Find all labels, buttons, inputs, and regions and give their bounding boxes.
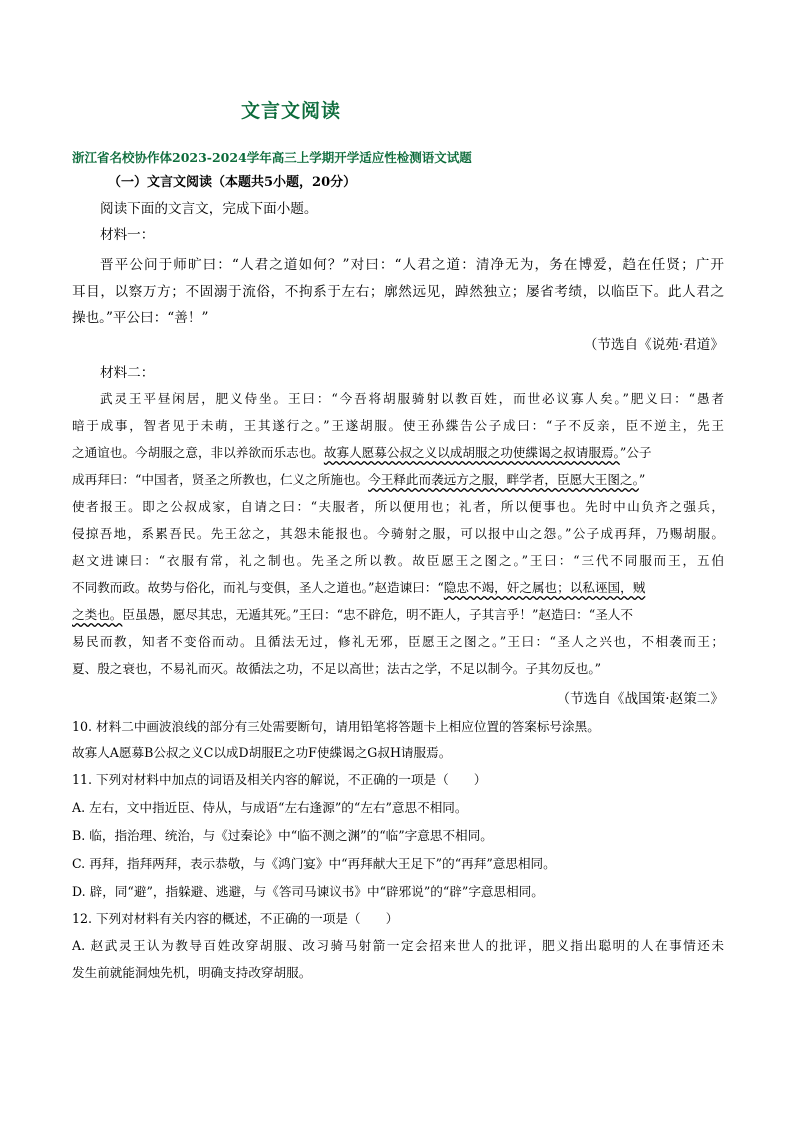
wavy-underlined-text: 故寡人愿募公叔之义以成胡服之功使緤谒之叔请服焉。 — [323, 445, 620, 460]
question-12-option-a-continued: 发生前就能洞烛先机，明确支持改穿胡服。 — [72, 965, 312, 980]
material2-line: 夏、殷之衰也，不易礼而灭。故循法之功，不足以高世；法古之学，不足以制今。子其勿反也。” — [72, 661, 602, 676]
material2-line: 赵文进谏曰：“衣服有常，礼之制也。先圣之所以教。故臣愿王之图之。”王曰：“三代不同服而王，五伯 — [72, 553, 724, 568]
material1-line: 操也。”平公曰：“善！” — [72, 310, 209, 326]
question-10-stem: 10. 材料二中画波浪线的部分有三处需要断句，请用铅笔将答题卡上相应位置的答案标号涂黑。 — [72, 719, 600, 734]
material2-line: 使者报王。即之公叔成家，自请之曰：“夫服者，所以便用也；礼者，所以便事也。先时中山负齐之强兵， — [72, 499, 724, 514]
wavy-underlined-text: 之类也。 — [72, 607, 123, 622]
material2-label: 材料二： — [100, 365, 155, 381]
question-11-option-c: C. 再拜，指拜两拜，表示恭敬，与《鸿门宴》中“再拜献大王足下”的“再拜”意思相同。 — [72, 856, 556, 871]
material2-line — [72, 440, 724, 466]
material2-line — [72, 602, 724, 628]
wavy-underlined-text: 今王释此而袭远方之服，畔学者，臣愿大王图之。 — [368, 472, 639, 487]
material2-line — [72, 467, 724, 493]
question-12-stem: 12. 下列对材料有关内容的概述，不正确的一项是（ ） — [72, 911, 399, 926]
material1-label: 材料一： — [100, 227, 155, 243]
question-11-stem: 11. 下列对材料中加点的词语及相关内容的解说，不正确的一项是（ ） — [72, 772, 487, 787]
page-title: 文言文阅读 — [241, 100, 342, 122]
material2-text: ” — [638, 472, 646, 487]
material2-text: 臣虽愚，愿尽其忠，无遁其死。”王曰：“忠不辟危，明不距人，子其言乎！”赵造曰：“圣人不 — [122, 607, 633, 622]
question-11-option-a: A. 左右，文中指近臣、侍从，与成语“左右逢源”的“左右”意思不相同。 — [72, 800, 468, 815]
material2-line: 易民而教，知者不变俗而动。且循法无过，修礼无邪，臣愿王之图之。”王曰：“圣人之兴也，不相袭而王； — [72, 634, 724, 649]
material1-line: 耳目，以察万方；不固溺于流俗，不拘系于左右；廓然远见，踔然独立；屡省考绩，以临臣下。此人君之 — [72, 284, 724, 300]
material2-text: 不同教而政。故势与俗化，而礼与变俱，圣人之道也。”赵造谏曰：“ — [72, 580, 444, 595]
material2-line: 暗于成事，智者见于未萌，王其遂行之。”王遂胡服。使王孙緤告公子成曰：“子不反亲，臣不逆主，先王 — [72, 418, 724, 433]
section-heading: （一）文言文阅读（本题共5小题，20分） — [108, 175, 357, 190]
material2-line: 武灵王平昼闲居，肥义侍坐。王曰：“今吾将胡服骑射以教百姓，而世必议寡人矣。”肥义曰：“愚者 — [100, 391, 724, 406]
question-10-sentence: 故寡人A愿募B公叔之义C以成D胡服E之功F使緤谒之G叔H请服焉。 — [72, 745, 452, 760]
instruction: 阅读下面的文言文，完成下面小题。 — [100, 201, 318, 217]
question-11-option-b: B. 临，指治理、统治，与《过秦论》中“临不测之渊”的“临”字意思不相同。 — [72, 828, 493, 843]
material2-text: ”公子 — [619, 445, 652, 460]
question-12-option-a: A. 赵武灵王认为教导百姓改穿胡服、改习骑马射箭一定会招来世人的批评，肥义指出聪明的人在事情还未 — [72, 938, 724, 953]
material2-text: 之通谊也。今胡服之意，非以养欲而乐志也。 — [72, 445, 324, 460]
material1-line: 晋平公问于师旷曰：“人君之道如何？”对曰：“人君之道：清净无为，务在博爱，趋在任贤；广开 — [100, 257, 724, 273]
material2-text: 成再拜曰：“中国者，贤圣之所教也，仁义之所施也。 — [72, 472, 369, 487]
material1-citation: （节选自《说苑·君道》 — [583, 337, 724, 353]
wavy-underlined-text: 隐忠不竭，奸之属也；以私诬国，贼 — [443, 580, 646, 595]
material2-line — [72, 575, 724, 601]
material2-citation: （节选自《战国策·赵策二》 — [556, 691, 724, 707]
source-heading: 浙江省名校协作体2023-2024学年高三上学期开学适应性检测语文试题 — [72, 150, 472, 165]
material2-line: 侵掠吾地，系累吾民。先王忿之，其怨未能报也。今骑射之服，可以报中山之怨。”公子成再拜，乃赐胡服。 — [72, 526, 724, 541]
question-11-option-d: D. 辟，同“避”，指躲避、逃避，与《答司马谏议书》中“辟邪说”的“辟”字意思相同。 — [72, 884, 544, 899]
